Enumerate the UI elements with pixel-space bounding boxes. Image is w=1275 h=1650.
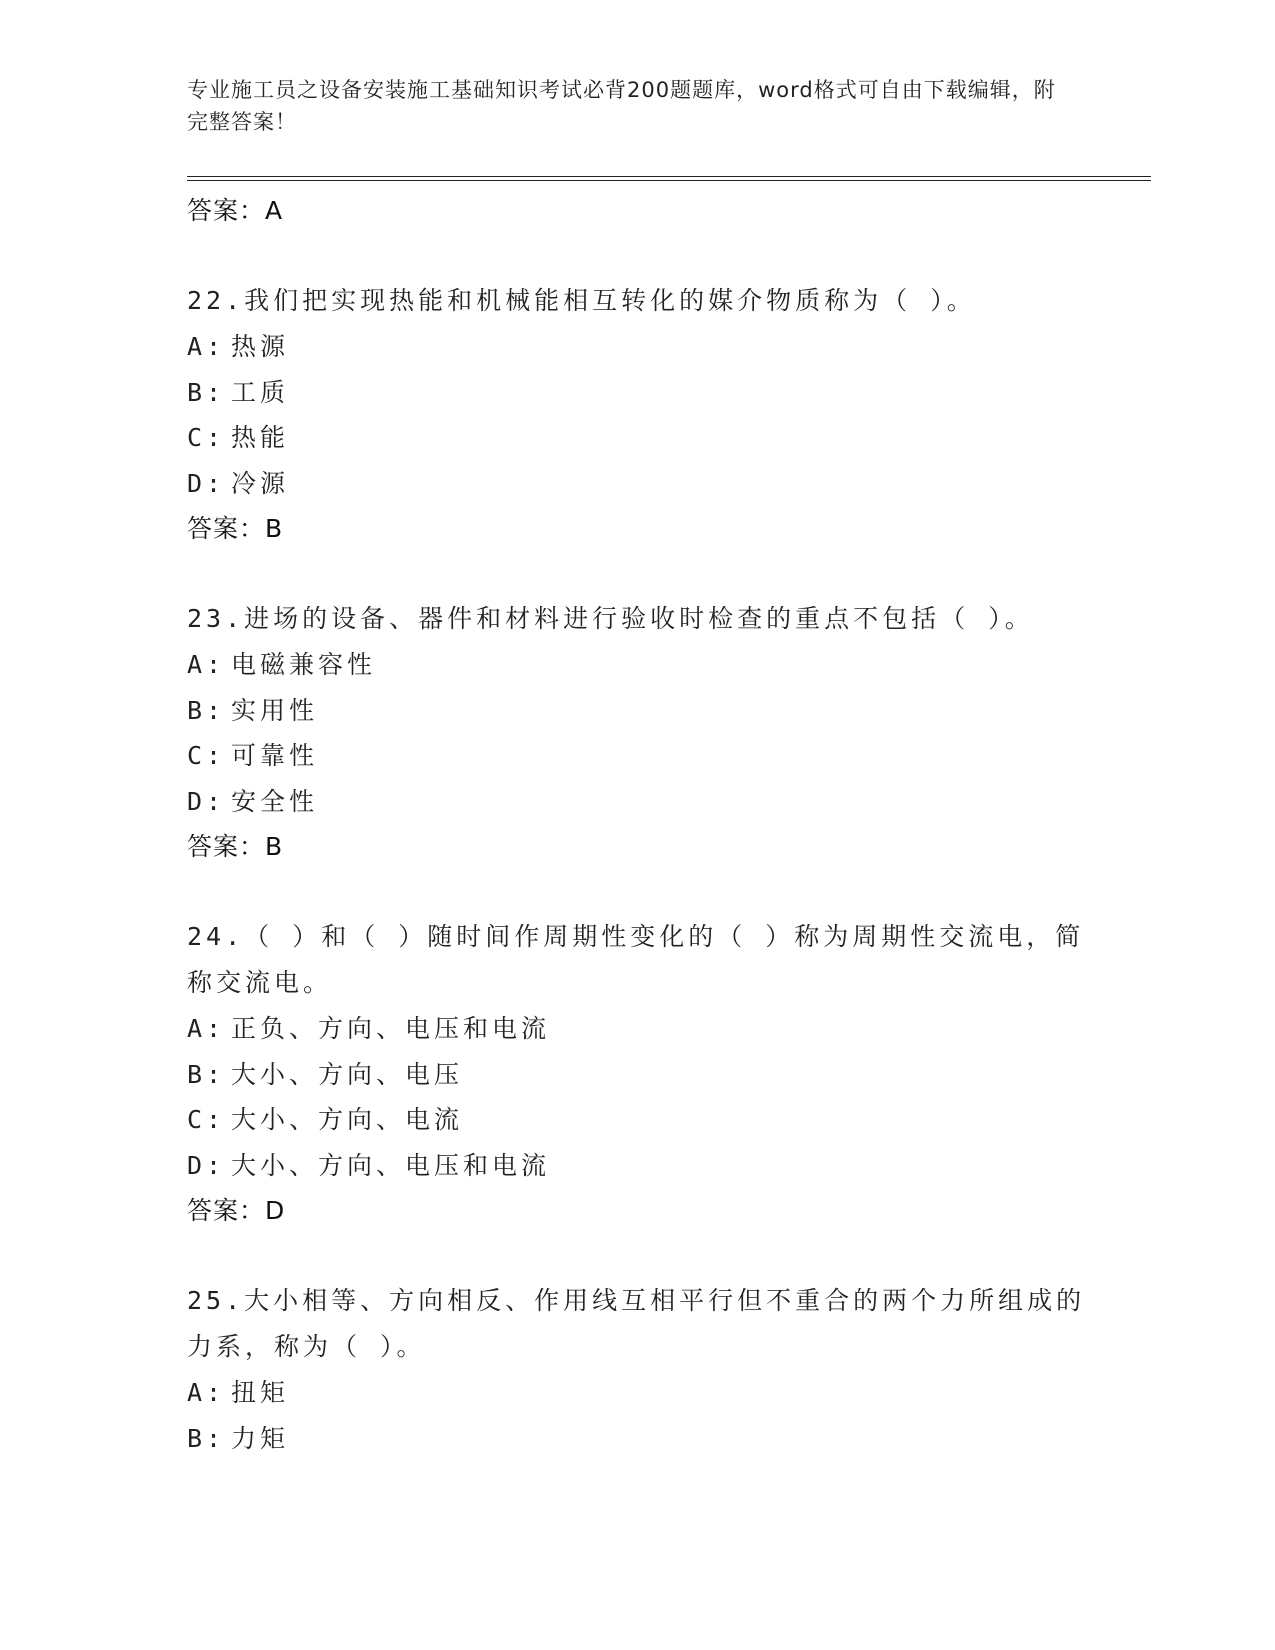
option-letter: B:: [187, 695, 226, 725]
option-text: 大小、方向、电流: [231, 1105, 464, 1134]
option-letter: B:: [187, 1059, 226, 1089]
option-text: 力矩: [231, 1423, 290, 1453]
answer-line: 答案：B: [187, 832, 284, 861]
option-text: 实用性: [231, 695, 319, 725]
question-item: [187, 914, 1087, 1234]
option-letter: D:: [187, 468, 226, 498]
option-text: 大小、方向、电压和电流: [231, 1150, 551, 1180]
option-letter: B:: [187, 377, 226, 407]
answer-line: 答案：A: [187, 196, 284, 225]
option-d: [187, 779, 1087, 825]
option-b: [187, 370, 1087, 416]
option-letter: D:: [187, 786, 226, 816]
question-stem: 22.我们把实现热能和机械能相互转化的媒介物质称为（ ）。: [187, 286, 976, 315]
option-text: 工质: [231, 377, 290, 407]
question-stem: 25.大小相等、方向相反、作用线互相平行但不重合的两个力所组成的力系，称为（ ）。: [187, 1286, 1086, 1361]
option-letter: C:: [187, 1105, 226, 1134]
option-letter: A:: [187, 332, 226, 361]
option-text: 热源: [231, 332, 290, 361]
option-a: [187, 1370, 1087, 1416]
answer-line: 答案：D: [187, 1196, 286, 1225]
option-a: [187, 642, 1087, 688]
option-letter: B:: [187, 1423, 226, 1453]
question-item: [187, 278, 1087, 552]
option-letter: D:: [187, 1150, 226, 1180]
option-c: [187, 415, 1087, 461]
option-text: 可靠性: [231, 741, 319, 770]
option-d: [187, 461, 1087, 507]
option-a: [187, 1006, 1087, 1052]
question-stem: 24.（ ）和（ ）随时间作周期性变化的（ ）称为周期性交流电，简称交流电。: [187, 922, 1085, 997]
question-item: [187, 596, 1087, 870]
answer-line: 答案：B: [187, 514, 284, 543]
option-letter: A:: [187, 650, 226, 679]
option-text: 扭矩: [231, 1378, 290, 1407]
option-c: [187, 733, 1087, 779]
header-double-rule: [187, 176, 1151, 181]
option-b: [187, 1416, 1087, 1462]
option-letter: C:: [187, 741, 226, 770]
option-c: [187, 1097, 1087, 1143]
question-content: [187, 188, 1087, 1505]
option-b: [187, 1052, 1087, 1098]
option-letter: A:: [187, 1014, 226, 1043]
option-letter: C:: [187, 423, 226, 452]
option-text: 正负、方向、电压和电流: [231, 1014, 551, 1043]
option-text: 热能: [231, 423, 290, 452]
option-letter: A:: [187, 1378, 226, 1407]
option-text: 大小、方向、电压: [231, 1059, 464, 1089]
option-a: [187, 324, 1087, 370]
option-d: [187, 1143, 1087, 1189]
option-text: 安全性: [231, 786, 319, 816]
option-text: 电磁兼容性: [231, 650, 377, 679]
page-header-text: 专业施工员之设备安装施工基础知识考试必背200题题库，word格式可自由下载编辑，附完整答案！: [187, 78, 1056, 134]
question-stem: 23.进场的设备、器件和材料进行验收时检查的重点不包括（ ）。: [187, 604, 1034, 633]
option-text: 冷源: [231, 468, 290, 498]
question-item: [187, 1278, 1087, 1461]
option-b: [187, 688, 1087, 734]
